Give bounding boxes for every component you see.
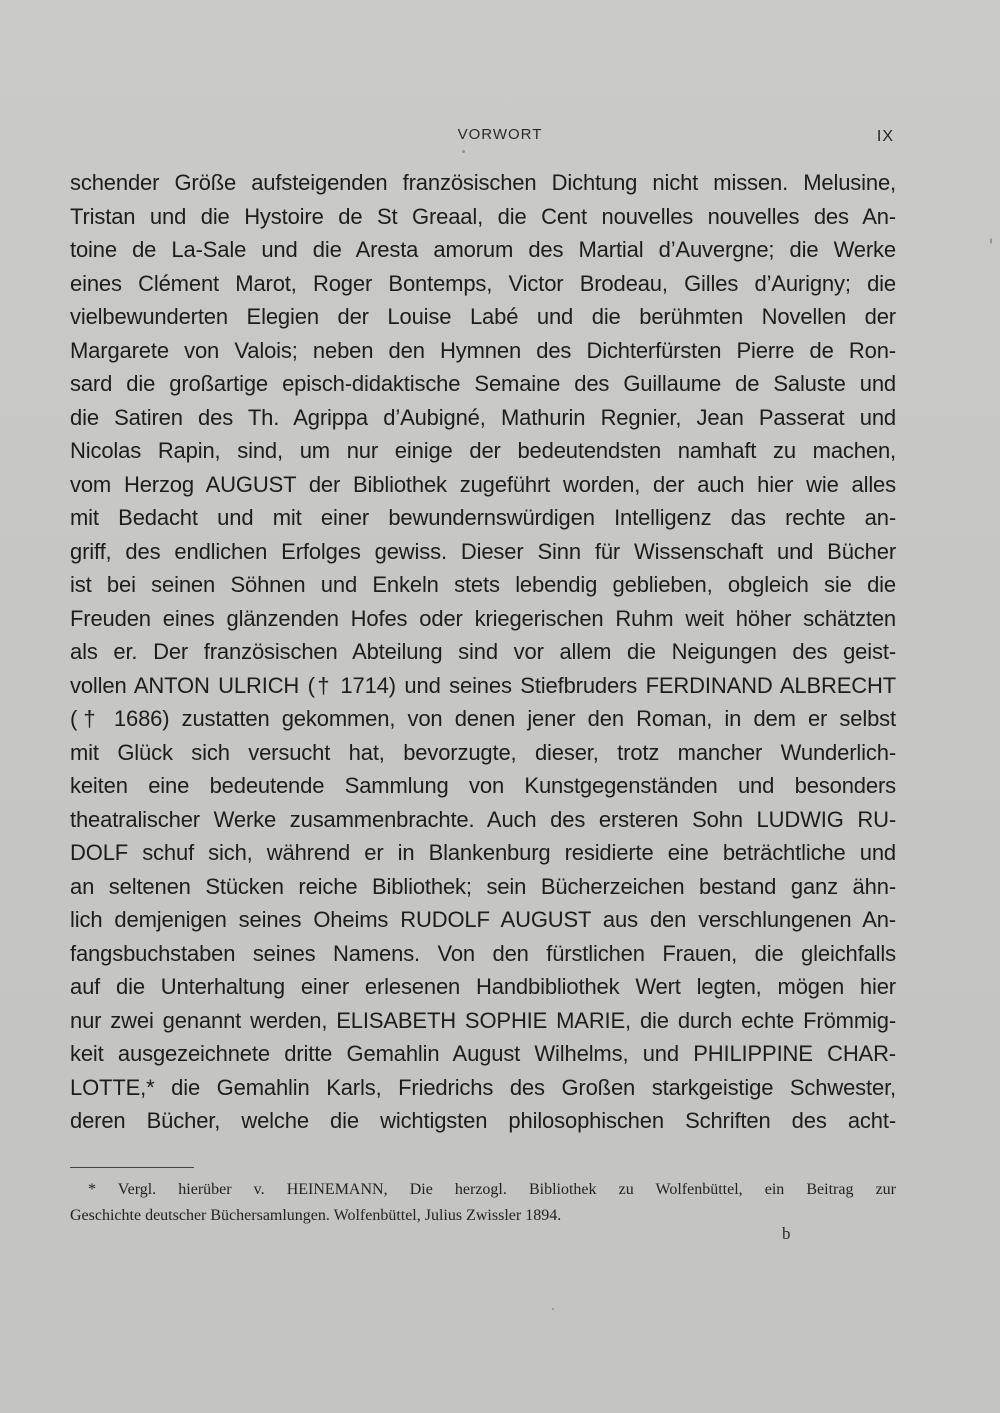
text-line: vollen ANTON ULRICH († 1714) und seines Stiefbruders FERDINAND ALBRECHT	[70, 672, 896, 698]
text-line: lich demjenigen seines Oheims RUDOLF AUGUST aus den verschlungenen An-	[70, 907, 896, 932]
text-line: vielbewunderten Elegien der Louise Labé und die berühmten Novellen der	[70, 304, 896, 329]
text-line: schender Größe aufsteigenden französischen Dichtung nicht missen. Melusine,	[70, 170, 896, 195]
paper-speck	[552, 1308, 554, 1310]
text-line: keit ausgezeichnete dritte Gemahlin August Wilhelms, und PHILIPPINE CHAR-	[70, 1041, 896, 1066]
text-line: Nicolas Rapin, sind, um nur einige der bedeutendsten namhaft zu machen,	[70, 438, 896, 463]
footnote-line: Geschichte deutscher Büchersamlungen. Wolfenbüttel, Julius Zwissler 1894.	[70, 1207, 562, 1224]
text-line: Margarete von Valois; neben den Hymnen des Dichterfürsten Pierre de Ron-	[70, 337, 896, 363]
body-text	[70, 166, 896, 1138]
paper-speck	[990, 238, 992, 244]
text-line: mit Bedacht und mit einer bewundernswürdigen Intelligenz das rechte an-	[70, 505, 896, 530]
footnote-line: * Vergl. hierüber v. HEINEMANN, Die herzogl. Bibliothek zu Wolfenbüttel, ein Beitrag zur	[88, 1181, 896, 1198]
text-line: sard die großartige episch-didaktische Semaine des Guillaume de Saluste und	[70, 371, 896, 396]
text-line: fangsbuchstaben seines Namens. Von den fürstlichen Frauen, die gleichfalls	[70, 940, 896, 966]
text-line: griff, des endlichen Erfolges gewiss. Dieser Sinn für Wissenschaft und Bücher	[70, 538, 896, 564]
text-line: mit Glück sich versucht hat, bevorzugte, dieser, trotz mancher Wunderlich-	[70, 739, 896, 765]
text-line: nur zwei genannt werden, ELISABETH SOPHIE MARIE, die durch echte Frömmig-	[70, 1007, 896, 1033]
running-head	[0, 126, 1000, 150]
footnote-rule	[70, 1167, 194, 1168]
text-line: theatralischer Werke zusammenbrachte. Auch des ersteren Sohn LUDWIG RU-	[70, 806, 896, 832]
running-title: VORWORT	[457, 126, 543, 143]
text-line: LOTTE,* die Gemahlin Karls, Friedrichs des Großen starkgeistige Schwester,	[70, 1074, 896, 1100]
paper-speck	[462, 150, 465, 153]
text-line: auf die Unterhaltung einer erlesenen Handbibliothek Wert legten, mögen hier	[70, 974, 896, 999]
text-line: eines Clément Marot, Roger Bontemps, Victor Brodeau, Gilles d’Aurigny; die	[70, 270, 896, 296]
text-line: ist bei seinen Söhnen und Enkeln stets lebendig geblieben, obgleich sie die	[70, 572, 896, 597]
footnote	[70, 1177, 896, 1229]
text-line: toine de La-Sale und die Aresta amorum des Martial d’Auvergne; die Werke	[70, 237, 896, 262]
text-line: Tristan und die Hystoire de St Greaal, die Cent nouvelles nouvelles des An-	[70, 203, 896, 229]
text-line: an seltenen Stücken reiche Bibliothek; sein Bücherzeichen bestand ganz ähn-	[70, 873, 896, 899]
text-line: DOLF schuf sich, während er in Blankenburg residierte eine beträchtliche und	[70, 840, 896, 865]
page-number: IX	[876, 128, 894, 145]
text-line: Freuden eines glänzenden Hofes oder kriegerischen Ruhm weit höher schätzten	[70, 605, 896, 631]
text-line: keiten eine bedeutende Sammlung von Kunstgegenständen und besonders	[70, 773, 896, 798]
text-line: die Satiren des Th. Agrippa d’Aubigné, Mathurin Regnier, Jean Passerat und	[70, 404, 896, 430]
text-line: († 1686) zustatten gekommen, von denen jener den Roman, in dem er selbst	[70, 706, 896, 731]
text-line: deren Bücher, welche die wichtigsten philosophischen Schriften des acht-	[70, 1108, 896, 1133]
signature-mark: b	[782, 1224, 791, 1243]
text-line: als er. Der französischen Abteilung sind vor allem die Neigungen des geist-	[70, 639, 896, 664]
text-line: vom Herzog AUGUST der Bibliothek zugeführt worden, der auch hier wie alles	[70, 471, 896, 497]
